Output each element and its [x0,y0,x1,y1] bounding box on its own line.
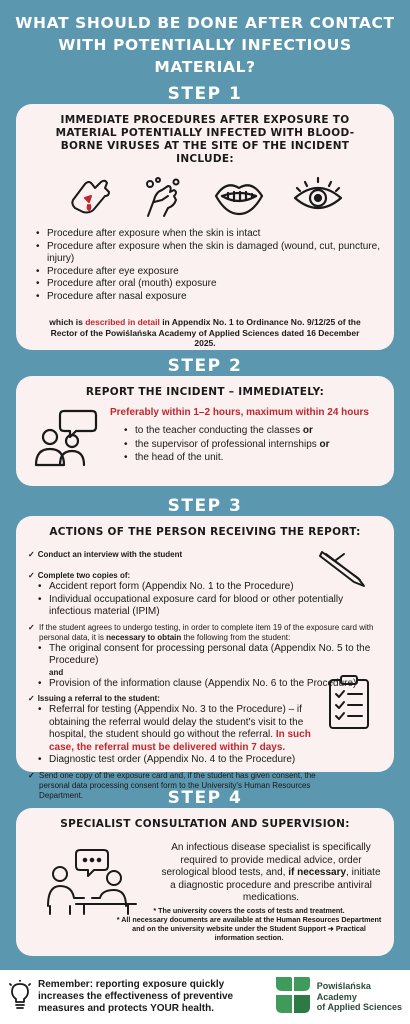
step4-note1: * The university covers the costs of tests and treatment. [153,906,345,915]
step4-note2-post: Practical information section. [214,924,366,942]
step3-testing-list [28,643,378,668]
step3-referral-red: In such case, the referral must be delivered within 7 days. [49,729,311,753]
step1-icons [30,174,380,220]
step3-copies-list [28,581,378,619]
arrow-right-icon: ➜ [327,924,334,933]
step1-card [16,104,394,350]
step3-copies-title-text: Complete two copies of: [37,571,131,580]
step4-label: STEP 4 [167,788,243,808]
eye-icon [291,174,345,220]
academy-logo-icon [274,975,312,1020]
step2-heading: REPORT THE INCIDENT – IMMEDIATELY: [85,386,325,398]
check-icon: ✓ [28,622,35,632]
step3-referral-item [38,704,322,754]
step3-testing-item: • The original consent for processing personal data (Appendix No. 5 to the Procedure) [38,643,378,668]
step1-label: STEP 1 [167,84,243,104]
step3-testing-pre: If the student agrees to undergo testing, in order to complete item 19 of the exposure card with personal data, it is [39,622,374,642]
step1-item: • Procedure after nasal exposure [36,291,380,304]
step4-body-pre: An infectious disease specialist is specifically required to provide medical advice, order serological blood tests, and, [161,842,371,878]
step2-timing: Preferably within 1–2 hours, maximum within 24 hours [110,407,369,418]
lightbulb-icon [8,980,32,1015]
step3-testing-bold: necessary to obtain [106,632,182,642]
step4-note2-pre: * All necessary documents are available at the Human Resources Department and on the university website under the Student Support [116,915,382,933]
step1-item: • Procedure after eye exposure [36,266,380,279]
step1-note-red: described in detail [85,317,160,327]
step2-item [124,451,380,465]
step4-heading: SPECIALIST CONSULTATION AND SUPERVISION: [60,818,350,830]
people-speech-icon [30,407,110,474]
step3-testing-item: • Provision of the information clause (Appendix No. 6 to the Procedure) [38,678,378,691]
logo-line1: Powiślańska [316,981,371,992]
step4-body [160,842,382,905]
check-icon: ✓ [28,770,35,780]
step3-diagnostic-item: • Diagnostic test order (Appendix No. 4 to the Procedure) [38,754,322,767]
step3-heading: ACTIONS OF THE PERSON RECEIVING THE REPORT: [49,526,361,538]
step1-note-pre: which is [49,317,86,327]
step2-list [124,424,380,465]
mouth-icon [212,174,266,220]
logo-line3: of Applied Sciences [316,1002,402,1013]
step4-notes [116,906,382,942]
step1-list [30,228,380,303]
step3-send-text: Send one copy of the exposure card and, if the student has given consent, the personal data processing consent form to the University's Human Resources Department. [39,770,316,800]
footer-reminder: Remember: reporting exposure quickly increases the effectiveness of preventive measures and protects YOUR health. [38,979,234,1014]
step2-item [124,424,380,438]
hand-wound-icon [65,174,113,220]
footer [0,970,410,1024]
step4-body-bold: if necessary [288,867,347,878]
step1-heading: IMMEDIATE PROCEDURES AFTER EXPOSURE TO MATERIAL POTENTIALLY INFECTED WITH BLOOD-BORNE VIRUSES AT THE SITE OF THE INCIDENT INCLUDE: [55,114,355,165]
step2-item-bold: or [302,425,313,436]
logo-line2: Academy [316,991,357,1002]
step2-item-text: the supervisor of professional internships [135,438,320,450]
step3-referral-title-text: Issuing a referral to the student: [37,694,160,703]
step3-referral-text: Referral for testing (Appendix No. 3 to the Procedure) – if obtaining the referral would delay the student's visit to the hospital, the student should go without the referral. [49,704,304,740]
step3-testing-list-2 [28,678,378,691]
step3-copy-item: • Accident report form (Appendix No. 1 to the Procedure) [38,581,378,594]
step2-item-text: to the teacher conducting the classes [135,425,303,436]
step3-interview-text: Conduct an interview with the student [37,550,183,559]
washing-hands-icon [138,174,186,220]
step3-copy-item: • Individual occupational exposure card for blood or other potentially infectious material (IPIM) [38,594,378,619]
step1-item: • Procedure after exposure when the skin is intact [36,228,380,241]
step1-item: • Procedure after exposure when the skin is damaged (wound, cut, puncture, injury) [36,241,380,266]
step2-item-text: the head of the unit. [135,452,224,463]
step3-testing [28,623,378,643]
step4-body-post: , initiate a diagnostic procedure and prescribe antiviral medications. [170,867,381,903]
step4-note2 [116,915,382,942]
step2-card [16,376,394,486]
check-icon: ✓ [28,571,35,580]
check-icon: ✓ [28,550,35,559]
step3-testing-post: the following from the student: [181,632,291,642]
step1-note-post: in Appendix No. 1 to Ordinance No. 9/12/25 of the Rector of the Powiślańska Academy of Applied Sciences dated 16 December 2025. [50,317,361,348]
step2-item [124,438,380,452]
step2-item-bold: or [319,438,330,450]
page-title: WHAT SHOULD BE DONE AFTER CONTACT WITH POTENTIALLY INFECTIOUS MATERIAL? [15,14,395,76]
step3-and: and [49,667,64,677]
step1-item: • Procedure after oral (mouth) exposure [36,278,380,291]
check-icon: ✓ [28,694,35,703]
step2-label: STEP 2 [167,356,243,376]
step4-card [16,808,394,956]
step3-label: STEP 3 [167,496,243,516]
step1-note [30,317,380,349]
